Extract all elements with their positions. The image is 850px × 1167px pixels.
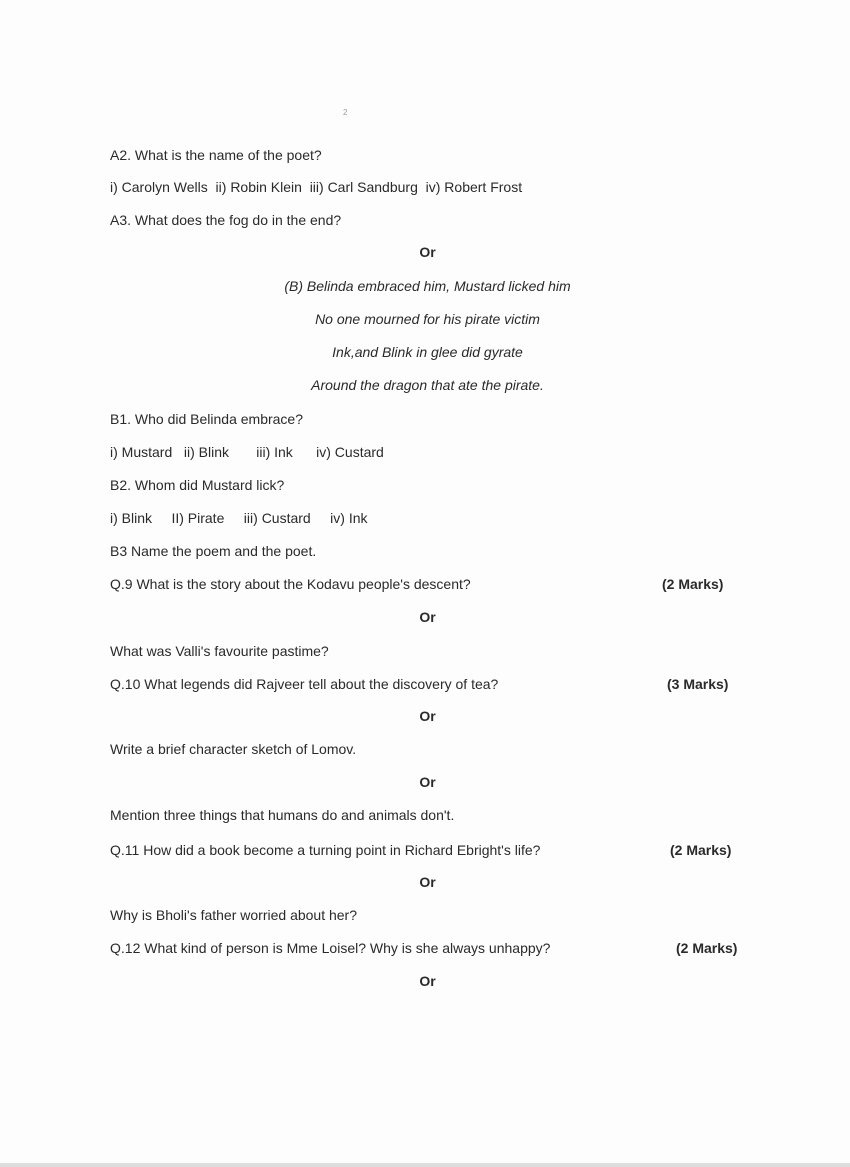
or-separator: Or — [419, 973, 436, 989]
page-number: 2 — [343, 108, 348, 117]
or-separator: Or — [419, 609, 436, 625]
question-b3: B3 Name the poem and the poet. — [110, 543, 317, 559]
question-a2-options: i) Carolyn Wells ii) Robin Klein iii) Carl Sandburg iv) Robert Frost — [110, 179, 523, 195]
question-a2: A2. What is the name of the poet? — [110, 147, 322, 163]
poem-line: No one mourned for his pirate victim — [315, 311, 540, 327]
question-b2: B2. Whom did Mustard lick? — [110, 477, 285, 493]
or-separator: Or — [419, 244, 436, 260]
question-b2-options: i) Blink II) Pirate iii) Custard iv) Ink — [110, 510, 368, 526]
question-12: Q.12 What kind of person is Mme Loisel? Why is she always unhappy? — [110, 940, 551, 956]
question-10-marks: (3 Marks) — [667, 676, 729, 692]
question-10: Q.10 What legends did Rajveer tell about the discovery of tea? — [110, 676, 499, 692]
question-11: Q.11 How did a book become a turning point in Richard Ebright's life? — [110, 842, 541, 858]
or-separator: Or — [419, 708, 436, 724]
question-10-alternative: Write a brief character sketch of Lomov. — [110, 741, 357, 757]
question-9-marks: (2 Marks) — [662, 576, 724, 592]
or-separator: Or — [419, 874, 436, 890]
scan-edge — [0, 1163, 850, 1167]
question-a3: A3. What does the fog do in the end? — [110, 212, 342, 228]
question-11-alternative: Why is Bholi's father worried about her? — [110, 907, 358, 923]
question-b1-options: i) Mustard ii) Blink iii) Ink iv) Custard — [110, 444, 384, 460]
poem-line: Around the dragon that ate the pirate. — [311, 377, 544, 393]
poem-line: Ink,and Blink in glee did gyrate — [332, 344, 523, 360]
question-10-alternative: Mention three things that humans do and animals don't. — [110, 807, 455, 823]
or-separator: Or — [419, 774, 436, 790]
question-11-marks: (2 Marks) — [670, 842, 732, 858]
question-9-alternative: What was Valli's favourite pastime? — [110, 643, 329, 659]
question-b1: B1. Who did Belinda embrace? — [110, 411, 303, 427]
question-12-marks: (2 Marks) — [676, 940, 738, 956]
poem-line: (B) Belinda embraced him, Mustard licked him — [284, 278, 571, 294]
question-9: Q.9 What is the story about the Kodavu people's descent? — [110, 576, 471, 592]
